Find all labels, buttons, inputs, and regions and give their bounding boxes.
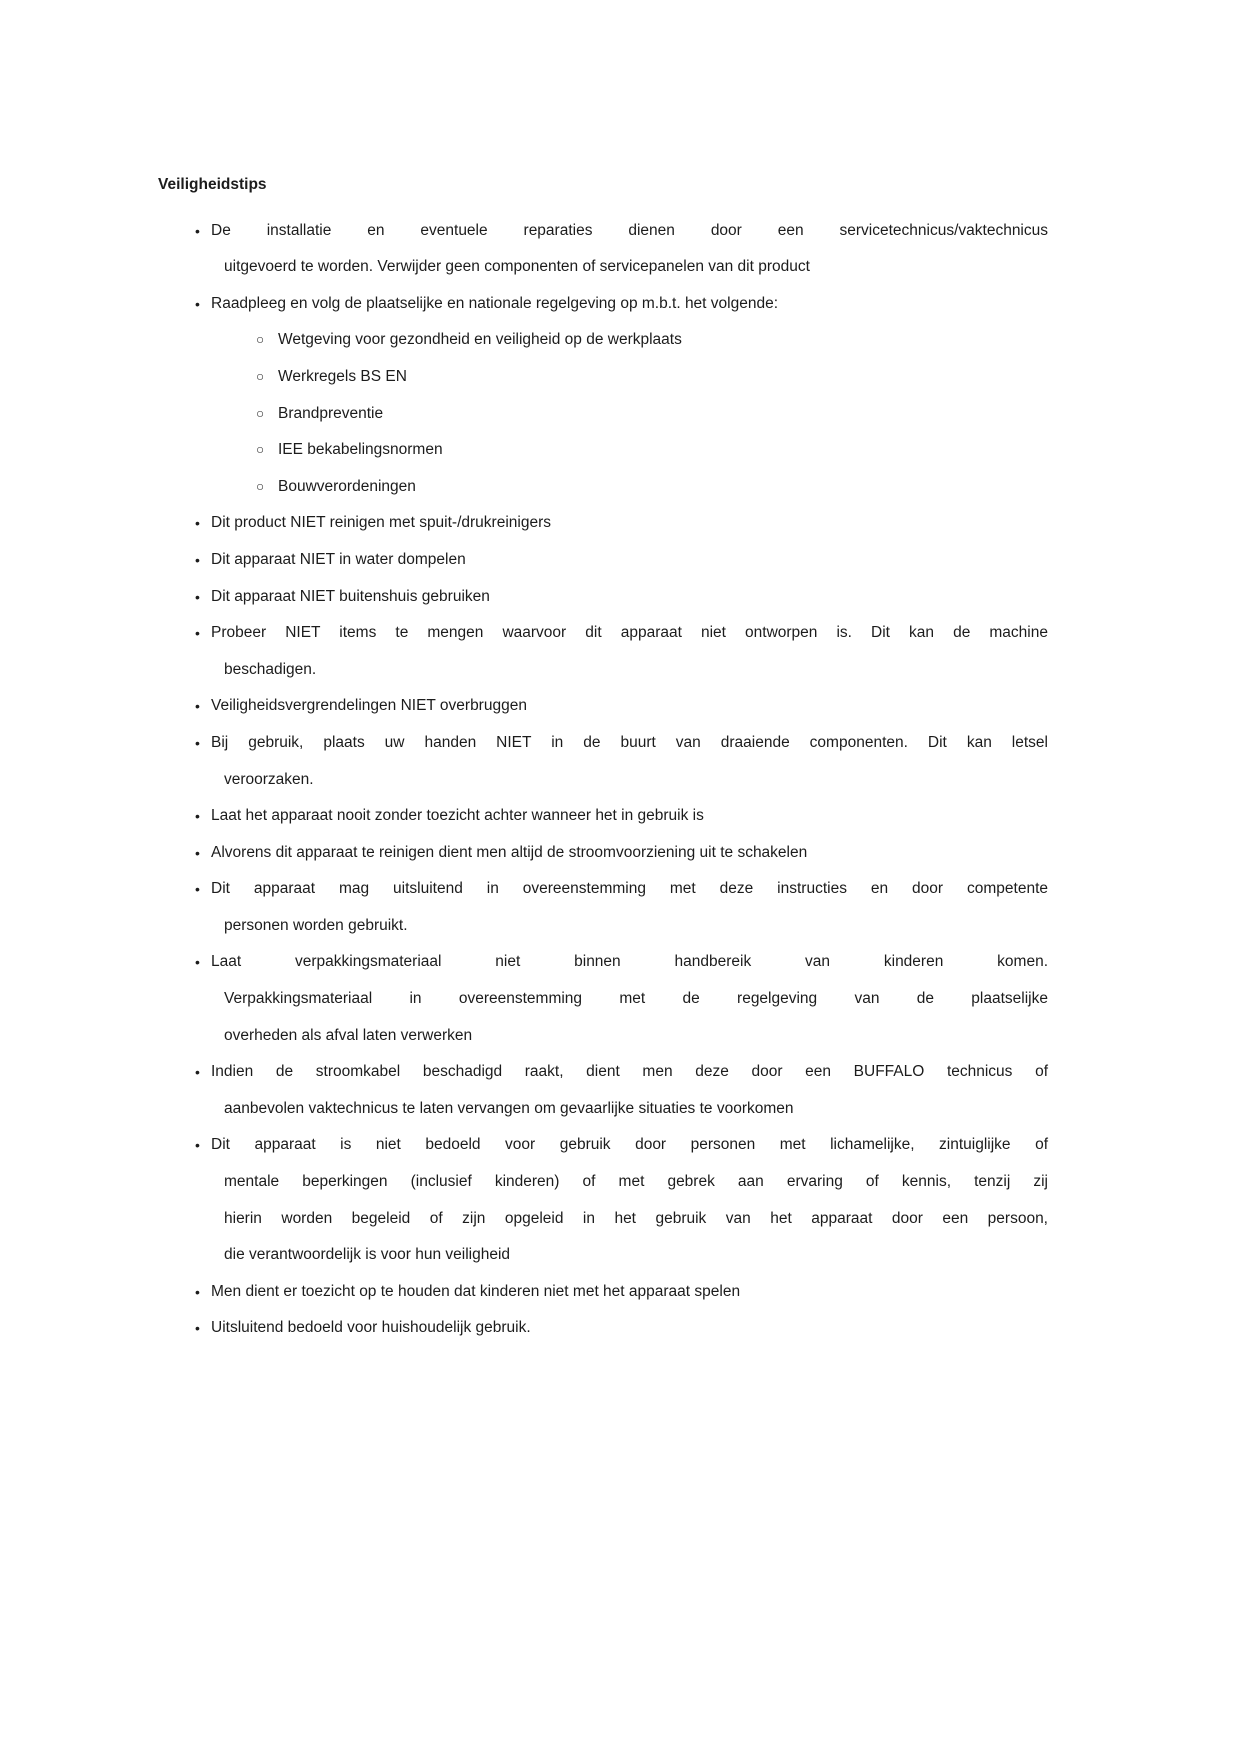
page-title: Veiligheidstips (158, 176, 267, 193)
list-item (158, 871, 1048, 944)
list-item-line: Dit apparaat NIET buitenshuis gebruiken (211, 587, 490, 605)
list-item-text (211, 944, 1048, 1054)
circle-bullet-icon: ○ (256, 442, 265, 458)
list-item (158, 835, 1048, 872)
list-item-line: veroorzaken. (224, 770, 314, 788)
list-item-text (211, 835, 1048, 872)
sub-list-item-label: IEE bekabelingsnormen (278, 441, 443, 459)
bullet-icon: • (195, 698, 200, 715)
list-item-text (211, 798, 1048, 835)
sub-list-item (158, 396, 1048, 433)
list-item-line: Laat het apparaat nooit zonder toezicht achter wanneer het in gebruik is (211, 807, 704, 825)
bullet-icon: • (195, 1137, 200, 1154)
bullet-icon: • (195, 515, 200, 532)
list-item-line: uitgevoerd te worden. Verwijder geen componenten of servicepanelen van dit product (224, 258, 810, 276)
list-item-line: die verantwoordelijk is voor hun veiligheid (224, 1246, 511, 1264)
list-item (158, 213, 1048, 286)
list-item-line: personen worden gebruikt. (224, 916, 408, 934)
list-item (158, 1127, 1048, 1273)
list-item-line: Bij gebruik, plaats uw handen NIET in de buurt van draaiende componenten. Dit kan letsel (211, 733, 1048, 751)
list-item-line: beschadigen. (224, 660, 317, 678)
list-item-text (211, 871, 1048, 944)
circle-bullet-icon: ○ (256, 332, 265, 348)
sub-list-item-label: Werkregels BS EN (278, 367, 407, 385)
list-item (158, 286, 1048, 323)
list-item-line: Uitsluitend bedoeld voor huishoudelijk gebruik. (211, 1319, 531, 1337)
list-item (158, 944, 1048, 1054)
list-item-line: aanbevolen vaktechnicus te laten vervangen om gevaarlijke situaties te voorkomen (224, 1099, 794, 1117)
list-item (158, 1274, 1048, 1311)
list-item-line: hierin worden begeleid of zijn opgeleid in het gebruik van het apparaat door een persoon, (224, 1209, 1048, 1227)
list-item-line: Verpakkingsmateriaal in overeenstemming met de regelgeving van de plaatselijke (224, 990, 1048, 1008)
list-item-text (211, 1310, 1048, 1347)
sub-list-item (158, 469, 1048, 506)
circle-bullet-icon: ○ (256, 368, 265, 384)
list-item-text (211, 1054, 1048, 1127)
safety-list (158, 213, 1048, 1347)
bullet-icon: • (195, 954, 200, 971)
bullet-icon: • (195, 1320, 200, 1337)
list-item-line: Indien de stroomkabel beschadigd raakt, dient men deze door een BUFFALO technicus of (211, 1063, 1048, 1081)
list-item-line: overheden als afval laten verwerken (224, 1026, 473, 1044)
bullet-icon: • (195, 808, 200, 825)
list-item-text (211, 542, 1048, 579)
list-item (158, 688, 1048, 725)
list-item (158, 542, 1048, 579)
list-item-line: Veiligheidsvergrendelingen NIET overbruggen (211, 697, 527, 715)
list-item-text (211, 1127, 1048, 1273)
list-item-line: Laat verpakkingsmateriaal niet binnen handbereik van kinderen komen. (211, 953, 1048, 971)
bullet-icon: • (195, 222, 200, 239)
list-item-line: Alvorens dit apparaat te reinigen dient men altijd de stroomvoorziening uit te schakelen (211, 843, 808, 861)
list-item (158, 505, 1048, 542)
list-item-text (211, 688, 1048, 725)
sub-list-item-label: Brandpreventie (278, 404, 384, 422)
list-item-text (211, 1274, 1048, 1311)
bullet-icon: • (195, 625, 200, 642)
bullet-icon: • (195, 881, 200, 898)
bullet-icon: • (195, 295, 200, 312)
list-item (158, 725, 1048, 798)
sub-list-item (158, 359, 1048, 396)
bullet-icon: • (195, 844, 200, 861)
list-item (158, 615, 1048, 688)
sub-list-item (158, 322, 1048, 359)
circle-bullet-icon: ○ (256, 478, 265, 494)
list-item-text (211, 286, 1048, 323)
list-item-text (211, 615, 1048, 688)
bullet-icon: • (195, 551, 200, 568)
sub-list-item (158, 432, 1048, 469)
list-item-line: Dit apparaat mag uitsluitend in overeenstemming met deze instructies en door competente (211, 880, 1048, 898)
list-item-line: Raadpleeg en volg de plaatselijke en nationale regelgeving op m.b.t. het volgende: (211, 294, 779, 312)
list-item-line: Men dient er toezicht op te houden dat kinderen niet met het apparaat spelen (211, 1282, 741, 1300)
list-item-line: Dit apparaat is niet bedoeld voor gebruik door personen met lichamelijke, zintuiglijke of (211, 1136, 1048, 1154)
circle-bullet-icon: ○ (256, 405, 265, 421)
list-item (158, 1310, 1048, 1347)
list-item-line: De installatie en eventuele reparaties dienen door een servicetechnicus/vaktechnicus (211, 221, 1048, 239)
list-item-line: mentale beperkingen (inclusief kinderen) of met gebrek aan ervaring of kennis, tenzij zij (224, 1173, 1048, 1191)
bullet-icon: • (195, 734, 200, 751)
sub-list-item-label: Wetgeving voor gezondheid en veiligheid op de werkplaats (278, 331, 682, 349)
list-item-line: Dit apparaat NIET in water dompelen (211, 550, 466, 568)
list-item-line: Dit product NIET reinigen met spuit-/drukreinigers (211, 514, 551, 532)
bullet-icon: • (195, 1064, 200, 1081)
list-item (158, 798, 1048, 835)
bullet-icon: • (195, 1283, 200, 1300)
list-item-text (211, 505, 1048, 542)
list-item (158, 579, 1048, 616)
sub-list-item-label: Bouwverordeningen (278, 477, 416, 495)
list-item (158, 1054, 1048, 1127)
bullet-icon: • (195, 588, 200, 605)
list-item-text (211, 579, 1048, 616)
list-item-line: Probeer NIET items te mengen waarvoor dit apparaat niet ontworpen is. Dit kan de machine (211, 624, 1048, 642)
list-item-text (211, 213, 1048, 286)
list-item-text (211, 725, 1048, 798)
